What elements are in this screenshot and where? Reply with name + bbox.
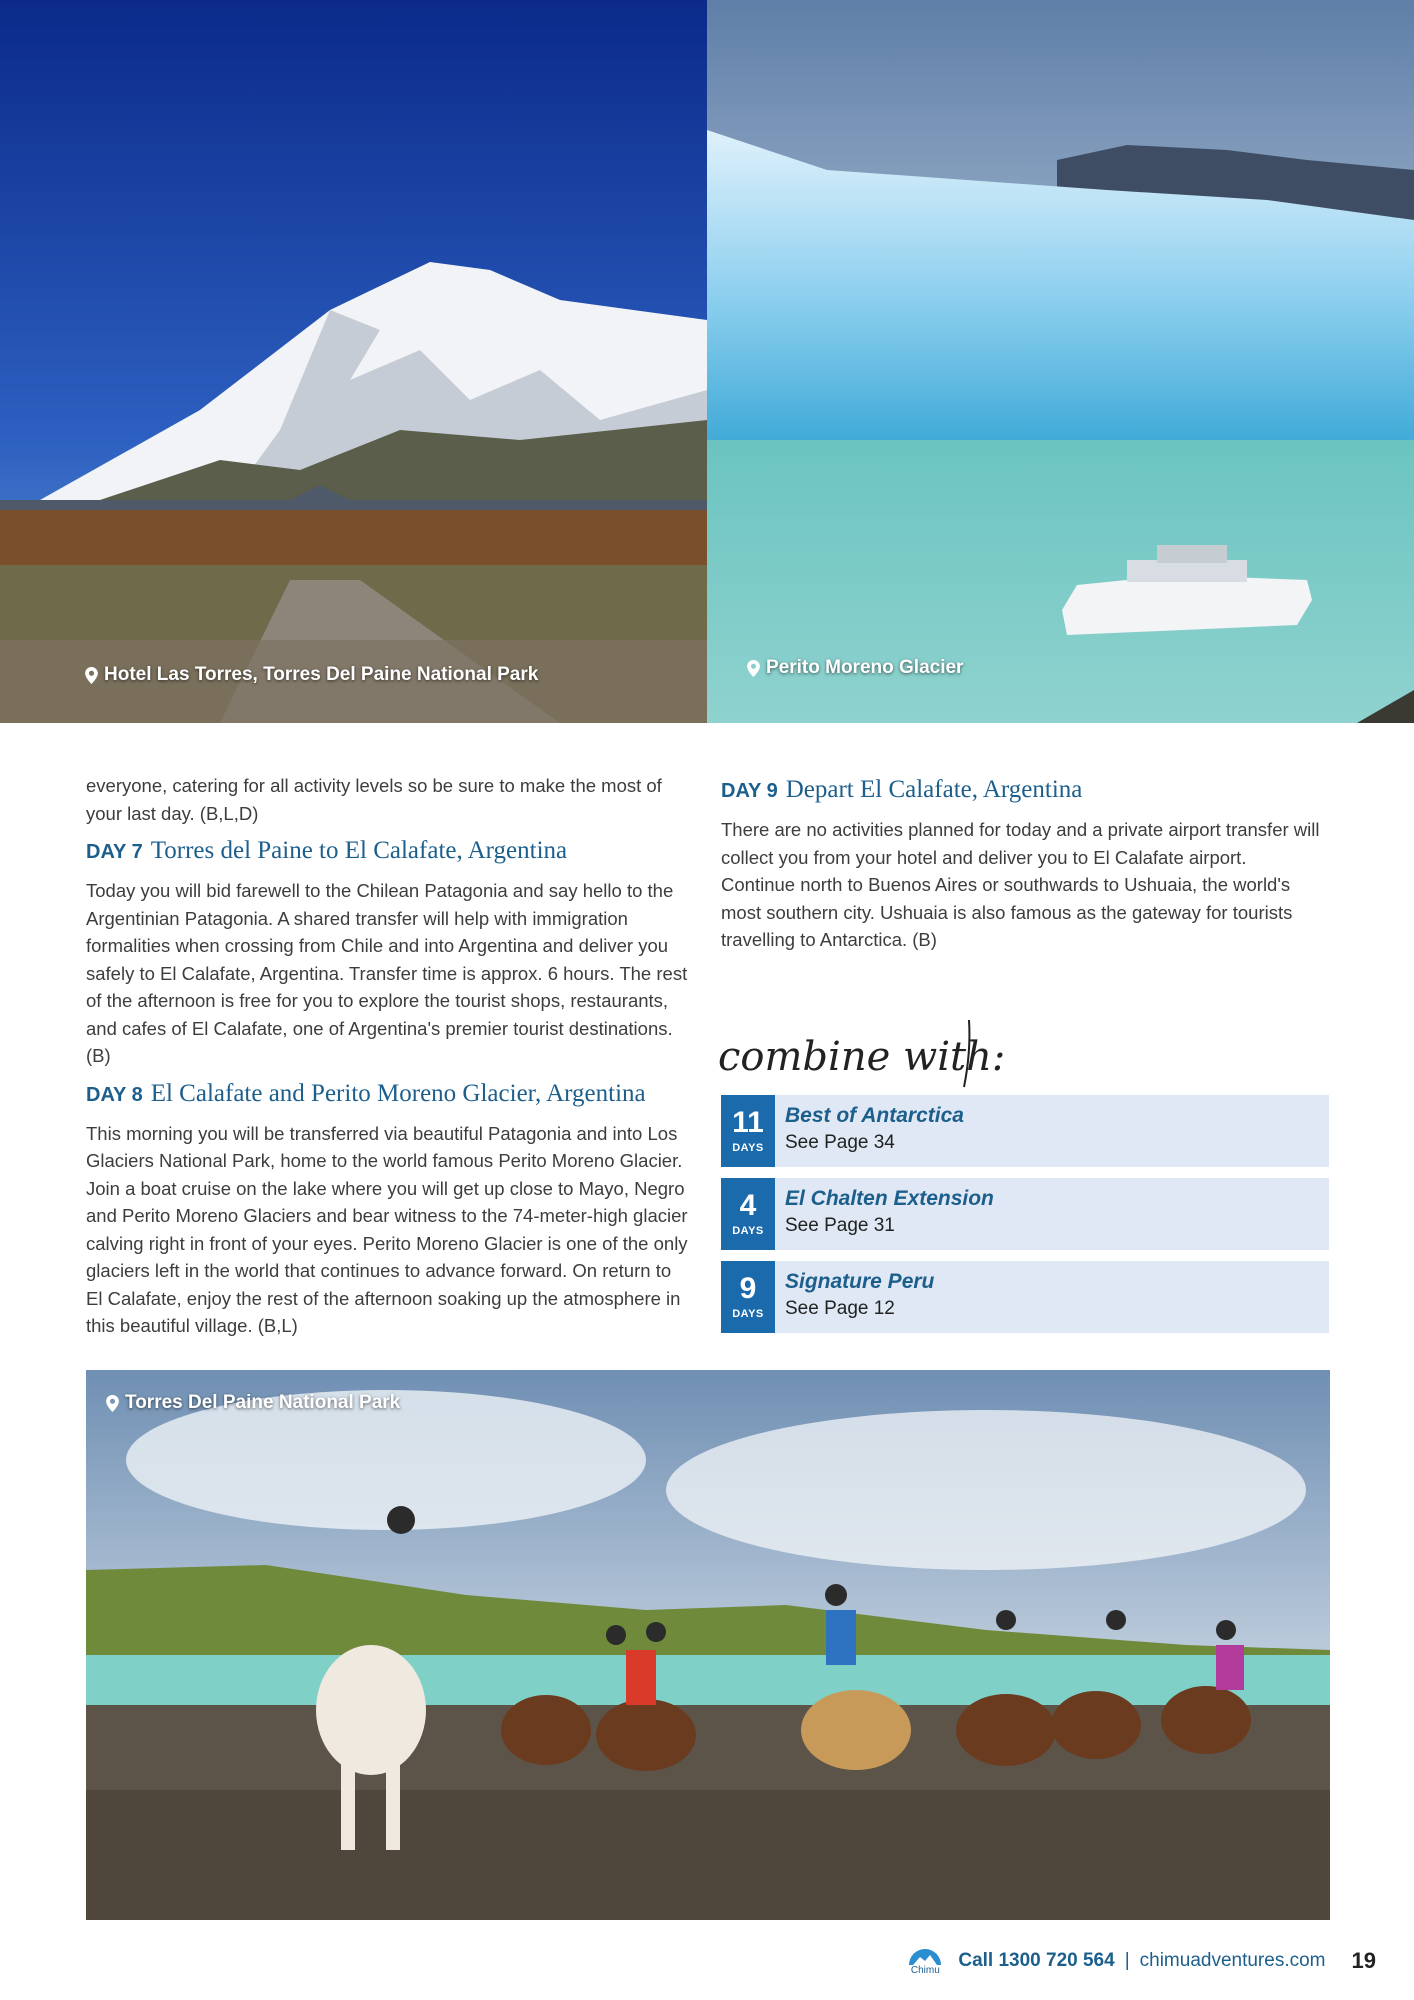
days-badge [721, 1261, 775, 1333]
day7-number: DAY 7 [86, 841, 143, 863]
chimu-logo [908, 1946, 942, 1976]
torres-del-paine-horse-riding-photo [86, 1370, 1330, 1920]
combo-title[interactable]: Best of Antarctica [785, 1104, 964, 1127]
combine-with-text: combine with: [718, 1034, 1006, 1080]
hotel-photo-caption [85, 664, 538, 686]
website-link[interactable]: chimuadventures.com [1139, 1950, 1326, 1971]
phone-link[interactable]: Call 1300 720 564 [958, 1950, 1115, 1971]
glacier-caption-text: Perito Moreno Glacier [766, 657, 964, 678]
days-label: DAYS [732, 1142, 764, 1154]
footer [908, 1946, 1376, 1976]
combo-page-ref: See Page 34 [785, 1132, 895, 1153]
day8-heading [86, 1080, 690, 1108]
perito-moreno-glacier-photo [707, 0, 1414, 723]
day7-title: Torres del Paine to El Calafate, Argentina [150, 837, 568, 864]
combo-card-el-chalten-extension[interactable] [721, 1178, 1329, 1250]
combine-with-heading [714, 1012, 1014, 1092]
chimu-logo-icon [908, 1946, 942, 1966]
day9-number: DAY 9 [721, 780, 778, 802]
glacier-photo-caption [747, 657, 963, 679]
location-pin-icon [85, 667, 98, 684]
day7-heading [86, 837, 690, 865]
days-count: 4 [739, 1189, 757, 1222]
left-text-column [86, 772, 690, 1340]
right-text-column [721, 772, 1321, 954]
page-number: 19 [1351, 1948, 1376, 1973]
location-pin-icon [747, 660, 760, 677]
day9-title: Depart El Calafate, Argentina [785, 776, 1083, 803]
day9-body: There are no activities planned for today and a private airport transfer will collect you from your hotel and deliver you to El Calafate airport. Continue north to Buenos Aires or southwards to Ushuaia, the world's most southern city. Ushuaia is also famous as the gateway for tourists travelling to Antarctica. (B) [721, 819, 1320, 950]
combo-info [775, 1178, 994, 1250]
days-count: 9 [739, 1272, 757, 1305]
hotel-caption-text: Hotel Las Torres, Torres Del Paine National Park [104, 664, 539, 685]
day8-body: This morning you will be transferred via beautiful Patagonia and into Los Glaciers National Park, home to the world famous Perito Moreno Glacier. Join a boat cruise on the lake where you will get up close to Mayo, Negro and Perito Moreno Glaciers and bear witness to the 74-meter-high glacier calving right in front of your eyes. Perito Moreno Glacier is one of the only glaciers left in the world that continues to advance forward. On return to El Calafate, enjoy the rest of the afternoon soaking up the atmosphere in this beautiful village. (B,L) [86, 1122, 688, 1336]
day8-number: DAY 8 [86, 1083, 143, 1106]
combo-card-signature-peru[interactable] [721, 1261, 1329, 1333]
days-count: 11 [732, 1106, 764, 1139]
days-label: DAYS [732, 1308, 764, 1320]
intro-paragraph: everyone, catering for all activity levels so be sure to make the most of your last day. (B,L,D) [86, 775, 662, 824]
combo-info [775, 1261, 934, 1333]
logo-text: Chimu [910, 1965, 940, 1976]
day8-title: El Calafate and Perito Moreno Glacier, Argentina [150, 1079, 646, 1107]
day9-heading [721, 776, 1321, 804]
combo-page-ref: See Page 31 [785, 1215, 895, 1236]
combo-card-best-of-antarctica[interactable] [721, 1095, 1329, 1167]
day7-body: Today you will bid farewell to the Chilean Patagonia and say hello to the Argentinian Patagonia. A shared transfer will help with immigration formalities when crossing from Chile and into Argentina and deliver you safely to El Calafate, Argentina. Transfer time is approx. 6 hours. The rest of the afternoon is free for you to explore the tourist shops, restaurants, and cafes of El Calafate, one of Argentina's premier tourist destinations. (B) [86, 880, 688, 1066]
days-label: DAYS [732, 1225, 764, 1237]
days-badge [721, 1095, 775, 1167]
combo-title[interactable]: Signature Peru [785, 1270, 935, 1293]
location-pin-icon [106, 1395, 119, 1412]
horse-photo-caption [106, 1392, 400, 1414]
combo-title[interactable]: El Chalten Extension [785, 1187, 994, 1210]
combo-info [775, 1095, 964, 1167]
footer-separator: | [1124, 1950, 1130, 1971]
combo-page-ref: See Page 12 [785, 1298, 895, 1319]
days-badge [721, 1178, 775, 1250]
horse-caption-text: Torres Del Paine National Park [125, 1392, 401, 1413]
hotel-las-torres-photo [0, 0, 707, 723]
